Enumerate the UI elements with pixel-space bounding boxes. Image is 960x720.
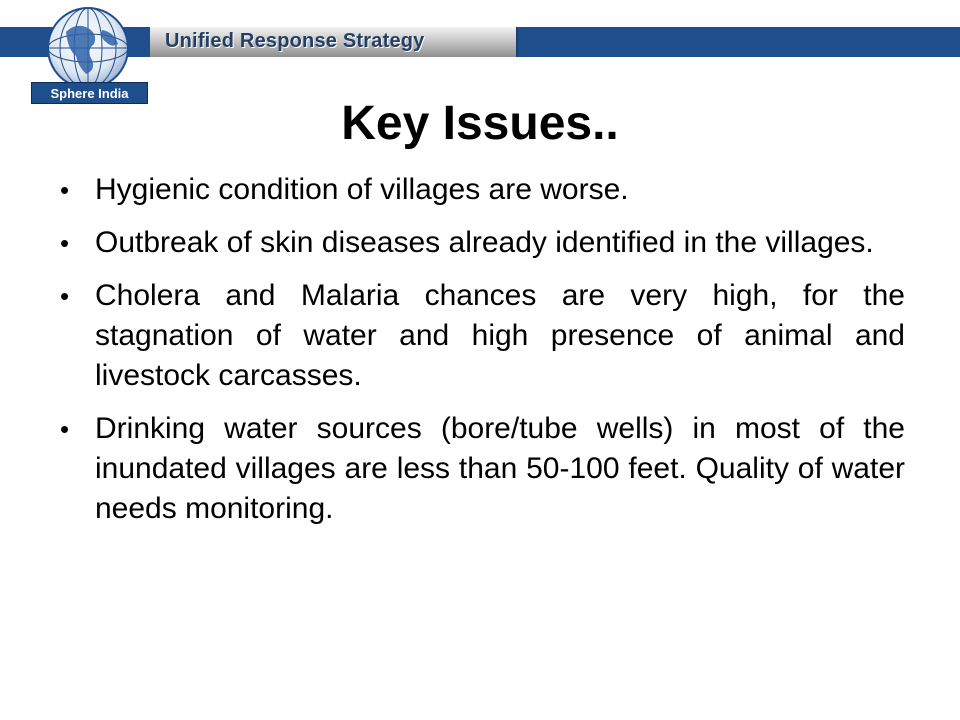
bullet-text: Cholera and Malaria chances are very high, for the stagnation of water and high presence of animal and livestock carcasses. [95, 279, 905, 392]
bullet-dot-icon: • [60, 414, 70, 444]
bullet-text: Outbreak of skin diseases already identified in the villages. [95, 226, 874, 259]
bullet-dot-icon: • [60, 281, 70, 311]
bullet-text: Drinking water sources (bore/tube wells) in most of the inundated villages are less than 50-100 feet. Quality of water needs monitoring. [95, 412, 905, 525]
bullet-item [60, 276, 905, 396]
bullet-item [60, 170, 905, 210]
bullet-item [60, 223, 905, 263]
logo-label: Sphere India [31, 82, 148, 104]
bullet-item [60, 409, 905, 529]
bullet-dot-icon: • [60, 228, 70, 258]
bullet-list [60, 170, 905, 542]
slide-title: Key Issues.. [341, 97, 619, 150]
header-title: Unified Response Strategy [165, 30, 425, 52]
bullet-text: Hygienic condition of villages are worse. [95, 173, 629, 206]
bullet-dot-icon: • [60, 175, 70, 205]
